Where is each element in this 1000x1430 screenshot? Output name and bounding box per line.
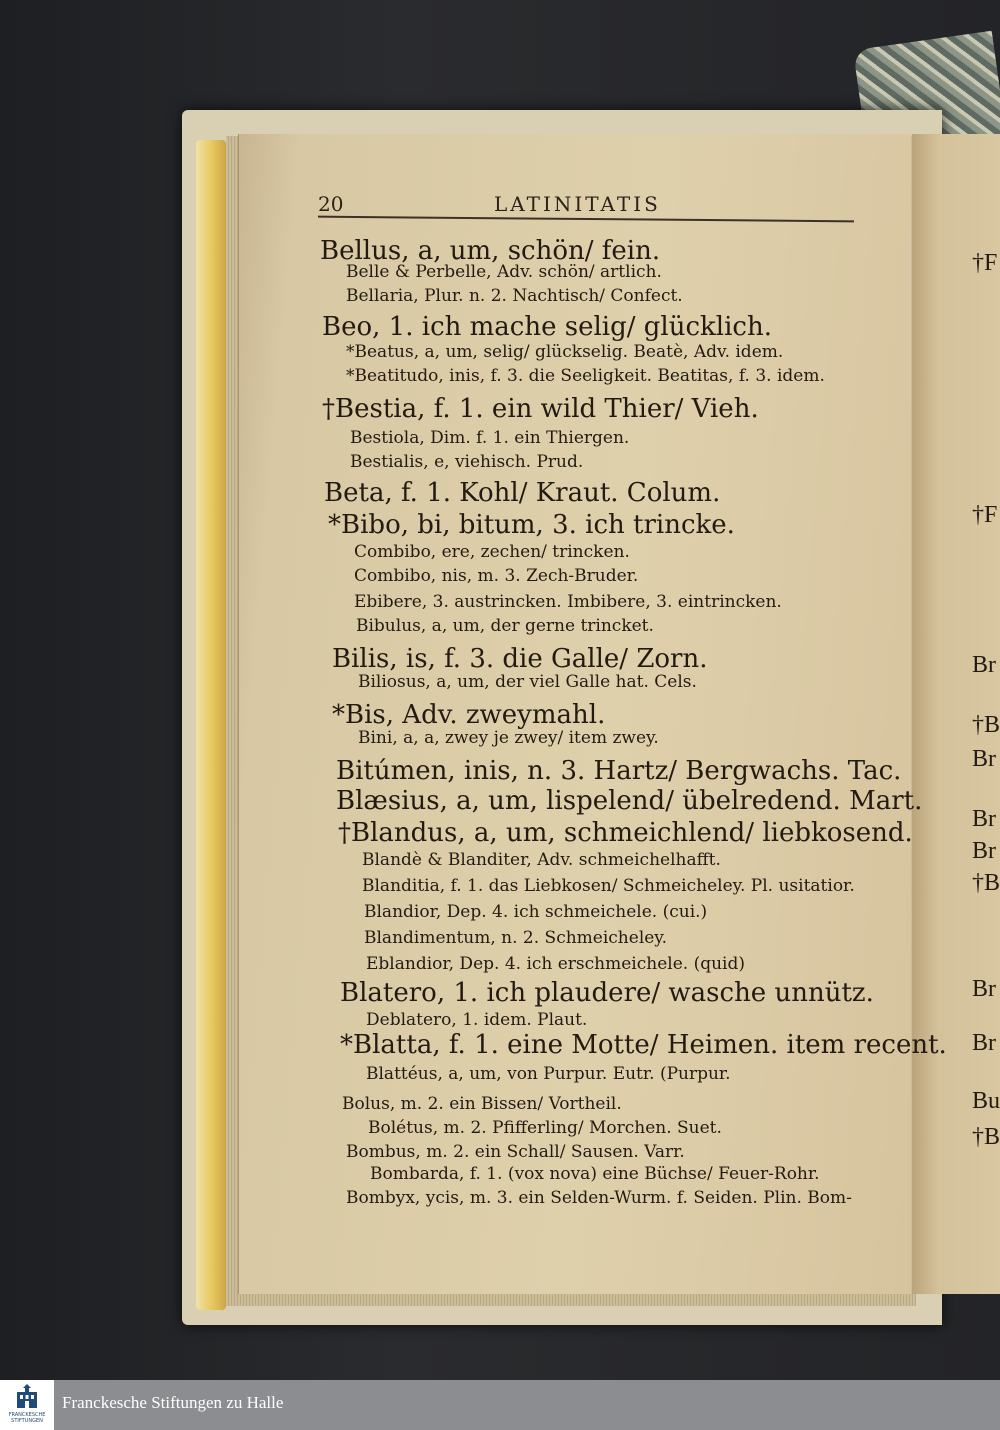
dictionary-headword: †Blandus, a, um, schmeichlend/ liebkosend.: [338, 818, 913, 848]
dictionary-headword: Bellus, a, um, schön/ fein.: [320, 236, 661, 266]
dictionary-subentry: Deblatero, 1. idem. Plaut.: [366, 1010, 588, 1030]
right-page-word-fragment: Br: [972, 806, 996, 832]
dictionary-subentry: Blandè & Blanditer, Adv. schmeichelhafft.: [362, 850, 721, 870]
footer-title: Franckesche Stiftungen zu Halle: [62, 1393, 284, 1412]
book-spine-edge: [196, 140, 226, 1310]
right-page-word-fragment: Br: [972, 976, 996, 1002]
dictionary-subentry: Ebibere, 3. austrincken. Imbibere, 3. eintrincken.: [354, 592, 782, 612]
right-page-word-fragment: †B: [972, 870, 1000, 896]
institution-logo: [0, 1380, 54, 1430]
dictionary-subentry: Bibulus, a, um, der gerne trincket.: [356, 616, 654, 636]
logo-text: FRANCKESCHE STIFTUNGEN: [8, 1412, 46, 1424]
footer-bar: [0, 1380, 1000, 1430]
dictionary-headword: Beta, f. 1. Kohl/ Kraut. Colum.: [324, 478, 721, 508]
dictionary-subentry: Bestiola, Dim. f. 1. ein Thiergen.: [350, 428, 630, 448]
dictionary-subentry: Belle & Perbelle, Adv. schön/ artlich.: [346, 262, 662, 282]
dictionary-subentry: Blandior, Dep. 4. ich schmeichele. (cui.): [364, 902, 708, 922]
right-page-word-fragment: †F: [972, 502, 998, 528]
dictionary-headword: *Bis, Adv. zweymahl.: [332, 700, 606, 730]
dictionary-subentry: Bombus, m. 2. ein Schall/ Sausen. Varr.: [346, 1142, 685, 1162]
dictionary-subentry: Bombarda, f. 1. (vox nova) eine Büchse/ Feuer-Rohr.: [370, 1164, 820, 1184]
right-page-word-fragment: †B: [972, 712, 1000, 738]
right-page-word-fragment: †F: [972, 250, 998, 276]
building-icon: [14, 1384, 40, 1410]
right-page-word-fragment: Br: [972, 652, 996, 678]
dictionary-subentry: Blattéus, a, um, von Purpur. Eutr. (Purpur.: [366, 1064, 731, 1084]
dictionary-subentry: Bolétus, m. 2. Pfifferling/ Morchen. Suet.: [368, 1118, 722, 1138]
dictionary-headword: *Bibo, bi, bitum, 3. ich trincke.: [328, 510, 735, 540]
page-number: 20: [318, 192, 344, 216]
dictionary-subentry: Bellaria, Plur. n. 2. Nachtisch/ Confect.: [346, 286, 683, 306]
dictionary-subentry: Bombyx, ycis, m. 3. ein Selden-Wurm. f. Seiden. Plin. Bom-: [346, 1188, 852, 1208]
dictionary-subentry: Biliosus, a, um, der viel Galle hat. Cels.: [358, 672, 697, 692]
dictionary-subentry: Bini, a, a, zwey je zwey/ item zwey.: [358, 728, 659, 748]
dictionary-subentry: *Beatitudo, inis, f. 3. die Seeligkeit. Beatitas, f. 3. idem.: [346, 366, 825, 386]
dictionary-headword: Blatero, 1. ich plaudere/ wasche unnütz.: [340, 978, 874, 1008]
running-head: LATINITATIS: [494, 192, 661, 216]
dictionary-headword: Bitúmen, inis, n. 3. Hartz/ Bergwachs. Tac.: [336, 756, 902, 786]
dictionary-subentry: Bolus, m. 2. ein Bissen/ Vortheil.: [342, 1094, 622, 1114]
dictionary-subentry: *Beatus, a, um, selig/ glückselig. Beatè, Adv. idem.: [346, 342, 784, 362]
dictionary-subentry: Blandimentum, n. 2. Schmeicheley.: [364, 928, 668, 948]
right-page-word-fragment: Br: [972, 746, 996, 772]
dictionary-headword: *Blatta, f. 1. eine Motte/ Heimen. item recent.: [340, 1030, 947, 1060]
dictionary-subentry: Blanditia, f. 1. das Liebkosen/ Schmeicheley. Pl. usitatior.: [362, 876, 855, 896]
dictionary-headword: Blæsius, a, um, lispelend/ übelredend. Mart.: [336, 786, 923, 816]
right-page-word-fragment: Bu: [972, 1088, 1000, 1114]
right-page-word-fragment: †B: [972, 1124, 1000, 1150]
dictionary-headword: Beo, 1. ich mache selig/ glücklich.: [322, 312, 772, 342]
dictionary-subentry: Eblandior, Dep. 4. ich erschmeichele. (quid): [366, 954, 745, 974]
right-page-word-fragment: Br: [972, 838, 996, 864]
dictionary-subentry: Combibo, ere, zechen/ trincken.: [354, 542, 630, 562]
dictionary-subentry: Combibo, nis, m. 3. Zech-Bruder.: [354, 566, 639, 586]
dictionary-headword: †Bestia, f. 1. ein wild Thier/ Vieh.: [322, 394, 759, 424]
right-page-word-fragment: Br: [972, 1030, 996, 1056]
dictionary-subentry: Bestialis, e, viehisch. Prud.: [350, 452, 584, 472]
dictionary-headword: Bilis, is, f. 3. die Galle/ Zorn.: [332, 644, 708, 674]
